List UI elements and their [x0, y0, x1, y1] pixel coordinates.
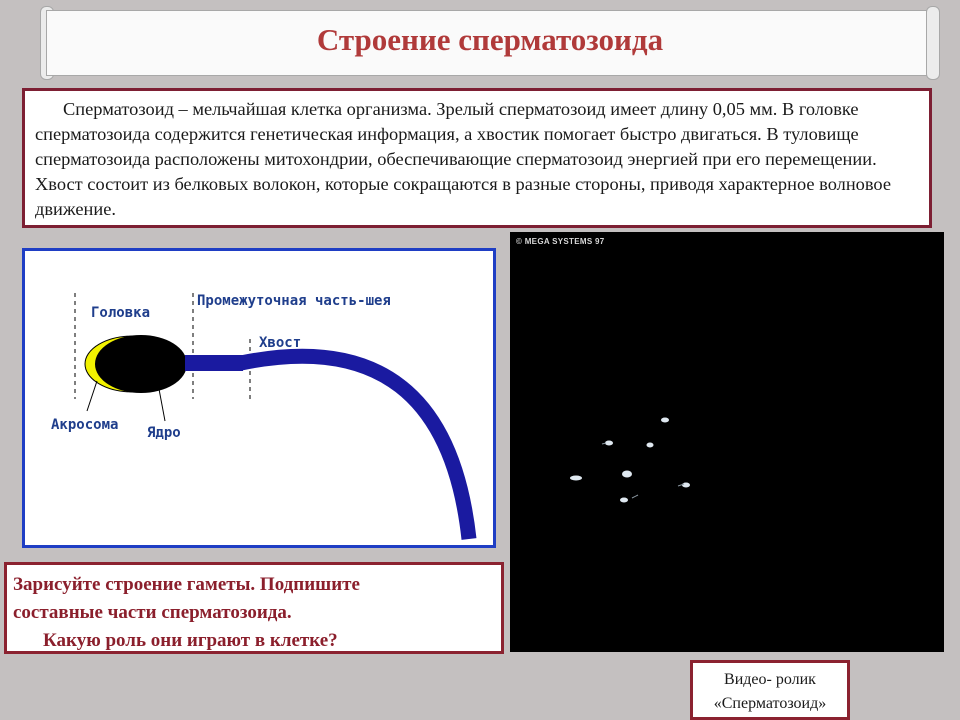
sperm-structure-diagram — [22, 248, 496, 548]
sperm-cell — [661, 418, 669, 423]
acrosome-pointer — [87, 381, 97, 411]
video-player[interactable] — [510, 232, 944, 652]
video-watermark: © MEGA SYSTEMS 97 — [516, 237, 605, 246]
tail-shape — [241, 356, 469, 539]
task-textbox — [4, 562, 504, 654]
sperm-cell — [570, 476, 582, 481]
slide-title: Строение сперматозоида — [316, 22, 664, 57]
task-line-1: Зарисуйте строение гаметы. Подпишите — [13, 574, 360, 595]
sperm-cell — [620, 498, 628, 503]
sperm-cell — [605, 441, 613, 446]
label-acrosome: Акросома — [51, 417, 119, 433]
sperm-cell — [622, 471, 632, 478]
sperm-cell — [682, 483, 690, 488]
label-neck: Промежуточная часть-шея — [197, 293, 391, 309]
label-nucleus: Ядро — [147, 425, 181, 441]
video-button[interactable] — [690, 660, 850, 720]
intro-textbox — [22, 88, 932, 228]
sperm-tail — [632, 495, 638, 498]
nucleus-shape — [95, 335, 187, 393]
video-button-line-1: Видео- ролик — [724, 671, 816, 688]
video-button-line-2: «Сперматозоид» — [713, 695, 827, 712]
midpiece-shape — [185, 355, 243, 371]
label-head: Головка — [91, 305, 151, 321]
nucleus-pointer — [159, 389, 165, 421]
intro-text: Сперматозоид – мельчайшая клетка организма. Зрелый сперматозоид имеет длину 0,05 мм. В головке сперматозоида содержится генетическая информация, а хвостик помогает быстро двигаться. В туловище сперматозоида расположены митохондрии, обеспечивающие сперматозоид энергией при его перемещении. Хвост состоит из белковых волокон, которые сокращаются в разные стороны, приводя характерное волновое движение. — [35, 99, 892, 219]
label-tail: Хвост — [259, 335, 302, 351]
sperm-cell — [647, 443, 654, 448]
title-scroll-banner — [40, 6, 940, 76]
video-frame — [510, 232, 944, 652]
task-line-2: составные части сперматозоида. — [13, 602, 292, 623]
task-line-3: Какую роль они играют в клетке? — [43, 630, 338, 651]
